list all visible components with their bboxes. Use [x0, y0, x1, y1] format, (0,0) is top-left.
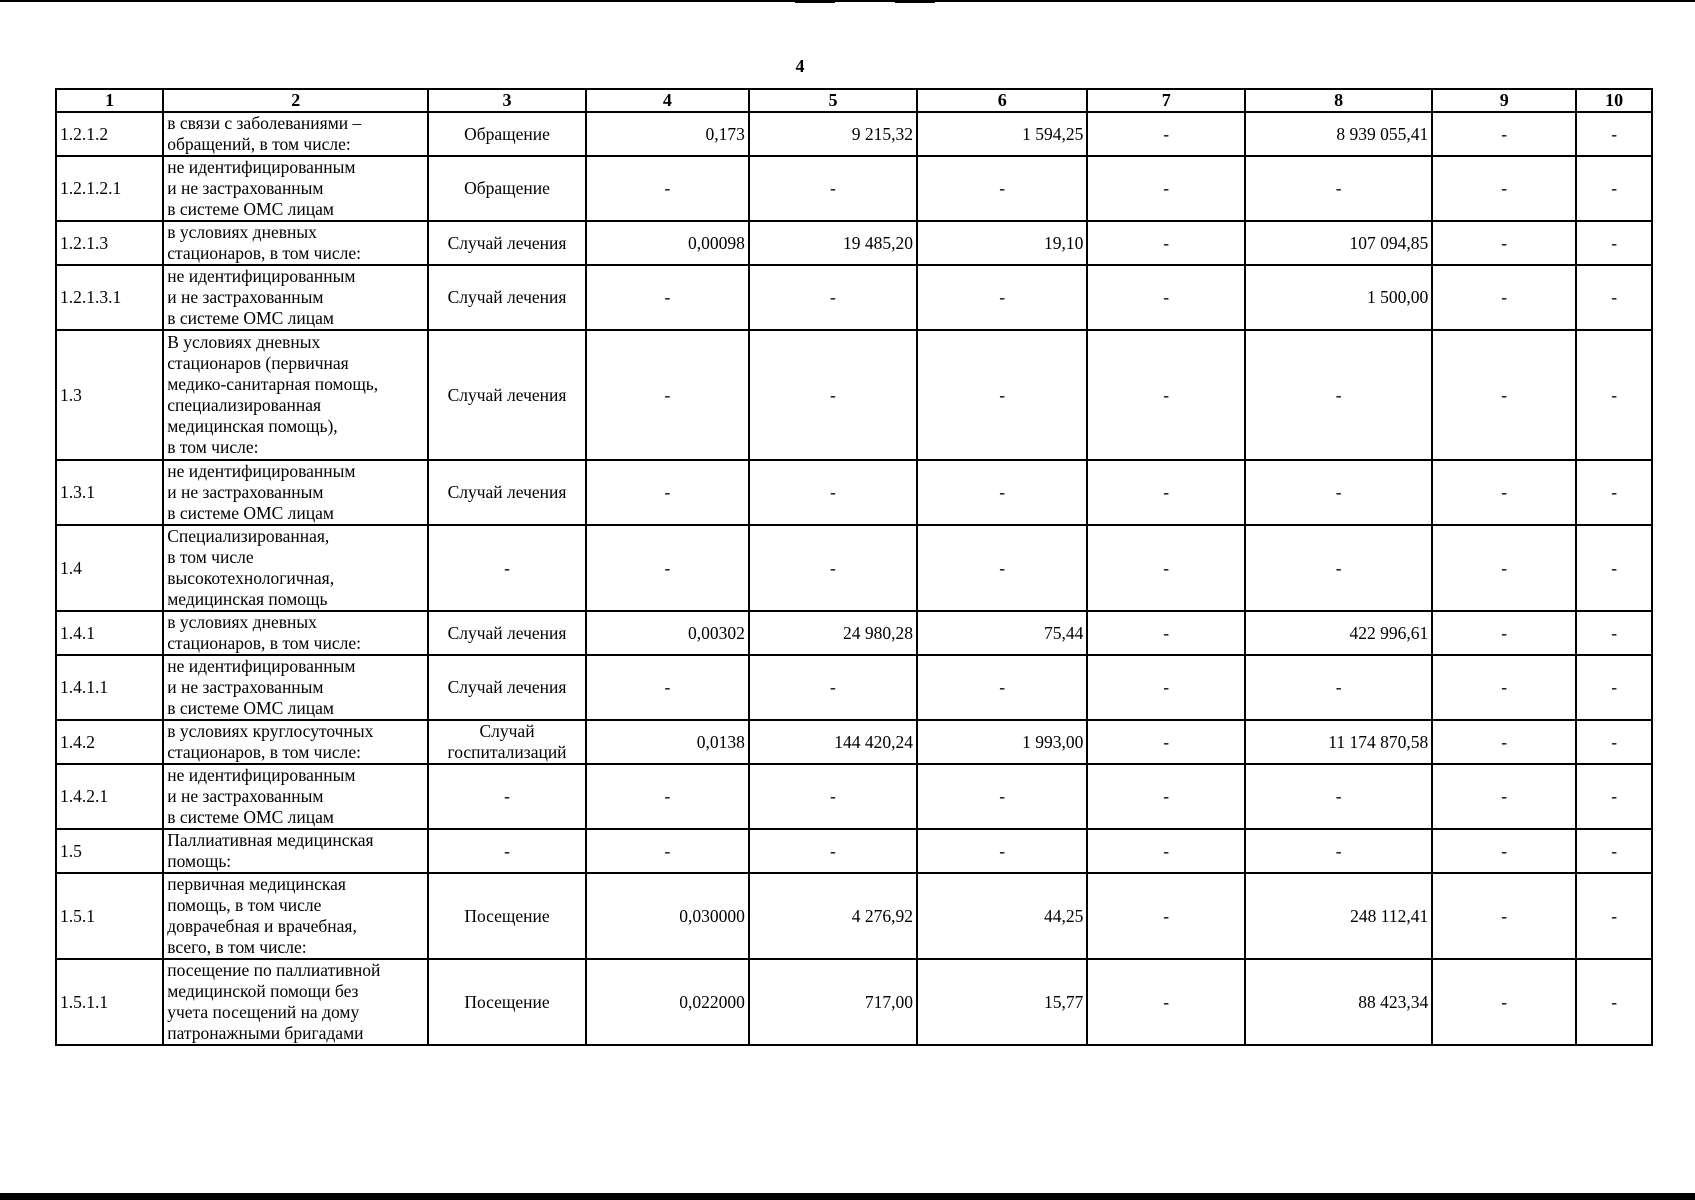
cell-unit: Обращение	[428, 156, 586, 221]
cell-col-6: 1 993,00	[917, 720, 1087, 764]
cell-unit: -	[428, 764, 586, 829]
cell-col-9: -	[1432, 764, 1576, 829]
cell-col-7: -	[1087, 112, 1245, 156]
cell-name: Специализированная, в том числе высокотехнологичная, медицинская помощь	[163, 525, 428, 611]
cell-name: не идентифицированным и не застрахованным в системе ОМС лицам	[163, 764, 428, 829]
cell-col-7: -	[1087, 959, 1245, 1045]
cell-col-10: -	[1576, 265, 1652, 330]
cell-col-4: 0,030000	[586, 873, 749, 959]
header-col-5: 5	[749, 89, 917, 112]
cell-col-8: -	[1245, 525, 1432, 611]
cell-col-4: -	[586, 764, 749, 829]
cell-unit: Случай лечения	[428, 460, 586, 525]
cell-col-5: -	[749, 829, 917, 873]
cell-col-9: -	[1432, 611, 1576, 655]
cell-col-6: 75,44	[917, 611, 1087, 655]
cell-col-4: -	[586, 829, 749, 873]
cell-col-7: -	[1087, 720, 1245, 764]
cell-code: 1.4.2	[56, 720, 163, 764]
cell-col-10: -	[1576, 330, 1652, 460]
cell-col-4: 0,00302	[586, 611, 749, 655]
tariff-table	[55, 88, 1653, 1046]
cell-col-10: -	[1576, 959, 1652, 1045]
cell-col-10: -	[1576, 873, 1652, 959]
header-col-6: 6	[917, 89, 1087, 112]
cell-name: Паллиативная медицинская помощь:	[163, 829, 428, 873]
cell-name: не идентифицированным и не застрахованным в системе ОМС лицам	[163, 265, 428, 330]
cell-code: 1.2.1.3.1	[56, 265, 163, 330]
header-col-9: 9	[1432, 89, 1576, 112]
cell-col-5: -	[749, 525, 917, 611]
header-col-4: 4	[586, 89, 749, 112]
cell-unit: Случай лечения	[428, 655, 586, 720]
cell-col-6: -	[917, 764, 1087, 829]
cell-col-7: -	[1087, 525, 1245, 611]
cell-col-10: -	[1576, 829, 1652, 873]
cell-col-4: -	[586, 156, 749, 221]
header-col-10: 10	[1576, 89, 1652, 112]
cell-col-5: 4 276,92	[749, 873, 917, 959]
table-row	[56, 221, 1652, 265]
cell-code: 1.4.1	[56, 611, 163, 655]
cell-unit: Посещение	[428, 959, 586, 1045]
cell-unit: Случай лечения	[428, 221, 586, 265]
cell-col-6: -	[917, 330, 1087, 460]
table-row	[56, 525, 1652, 611]
cell-col-7: -	[1087, 764, 1245, 829]
cell-col-8: 1 500,00	[1245, 265, 1432, 330]
cell-unit: -	[428, 525, 586, 611]
cell-col-9: -	[1432, 460, 1576, 525]
header-col-2: 2	[163, 89, 428, 112]
cell-col-10: -	[1576, 525, 1652, 611]
cell-col-8: -	[1245, 829, 1432, 873]
cell-col-6: -	[917, 156, 1087, 221]
cell-col-4: -	[586, 525, 749, 611]
cell-col-5: 717,00	[749, 959, 917, 1045]
cell-unit: Случай лечения	[428, 265, 586, 330]
cell-col-8: 422 996,61	[1245, 611, 1432, 655]
cell-col-6: 1 594,25	[917, 112, 1087, 156]
cell-col-7: -	[1087, 221, 1245, 265]
cell-col-6: -	[917, 460, 1087, 525]
cell-col-5: 19 485,20	[749, 221, 917, 265]
cell-col-8: 248 112,41	[1245, 873, 1432, 959]
cell-col-8: -	[1245, 764, 1432, 829]
table-row	[56, 265, 1652, 330]
cell-code: 1.3	[56, 330, 163, 460]
cell-col-5: -	[749, 265, 917, 330]
cell-col-9: -	[1432, 221, 1576, 265]
cell-col-9: -	[1432, 829, 1576, 873]
header-col-8: 8	[1245, 89, 1432, 112]
cell-name: посещение по паллиативной медицинской помощи без учета посещений на дому патронажными бригадами	[163, 959, 428, 1045]
cell-col-5: -	[749, 156, 917, 221]
cell-col-4: -	[586, 265, 749, 330]
cell-col-8: 8 939 055,41	[1245, 112, 1432, 156]
cell-unit: -	[428, 829, 586, 873]
cell-code: 1.4.1.1	[56, 655, 163, 720]
table-row	[56, 460, 1652, 525]
cell-col-9: -	[1432, 265, 1576, 330]
table-row	[56, 873, 1652, 959]
cell-col-4: 0,022000	[586, 959, 749, 1045]
cell-code: 1.5	[56, 829, 163, 873]
table-row	[56, 330, 1652, 460]
cell-col-8: -	[1245, 460, 1432, 525]
header-col-1: 1	[56, 89, 163, 112]
table-row	[56, 829, 1652, 873]
cell-col-5: 144 420,24	[749, 720, 917, 764]
cell-col-10: -	[1576, 764, 1652, 829]
cell-col-10: -	[1576, 156, 1652, 221]
cell-unit: Посещение	[428, 873, 586, 959]
cell-col-5: -	[749, 655, 917, 720]
cell-col-9: -	[1432, 330, 1576, 460]
cell-code: 1.2.1.2	[56, 112, 163, 156]
cell-col-7: -	[1087, 655, 1245, 720]
cell-col-6: -	[917, 829, 1087, 873]
table-row	[56, 156, 1652, 221]
cell-name: в связи с заболеваниями – обращений, в том числе:	[163, 112, 428, 156]
table-row	[56, 112, 1652, 156]
cell-col-7: -	[1087, 156, 1245, 221]
cell-col-6: -	[917, 655, 1087, 720]
cell-code: 1.5.1	[56, 873, 163, 959]
cell-name: не идентифицированным и не застрахованным в системе ОМС лицам	[163, 460, 428, 525]
cell-col-10: -	[1576, 112, 1652, 156]
cell-col-8: 11 174 870,58	[1245, 720, 1432, 764]
cell-col-4: -	[586, 655, 749, 720]
cell-col-5: -	[749, 330, 917, 460]
cell-col-4: 0,00098	[586, 221, 749, 265]
cell-unit: Обращение	[428, 112, 586, 156]
cell-col-7: -	[1087, 265, 1245, 330]
cell-col-8: -	[1245, 655, 1432, 720]
cell-col-9: -	[1432, 525, 1576, 611]
cell-col-4: -	[586, 460, 749, 525]
cell-code: 1.5.1.1	[56, 959, 163, 1045]
cell-col-9: -	[1432, 959, 1576, 1045]
cell-code: 1.3.1	[56, 460, 163, 525]
cell-col-10: -	[1576, 655, 1652, 720]
top-scan-marks	[795, 0, 935, 3]
cell-col-4: 0,0138	[586, 720, 749, 764]
cell-col-6: 19,10	[917, 221, 1087, 265]
cell-col-10: -	[1576, 611, 1652, 655]
cell-col-10: -	[1576, 720, 1652, 764]
cell-col-6: -	[917, 525, 1087, 611]
header-col-7: 7	[1087, 89, 1245, 112]
cell-col-4: -	[586, 330, 749, 460]
cell-col-9: -	[1432, 112, 1576, 156]
table-row	[56, 720, 1652, 764]
cell-code: 1.2.1.3	[56, 221, 163, 265]
cell-unit: Случай лечения	[428, 611, 586, 655]
cell-code: 1.4	[56, 525, 163, 611]
cell-col-6: 15,77	[917, 959, 1087, 1045]
table-header-row	[56, 89, 1652, 112]
cell-unit: Случай лечения	[428, 330, 586, 460]
cell-col-5: -	[749, 460, 917, 525]
cell-code: 1.2.1.2.1	[56, 156, 163, 221]
cell-name: не идентифицированным и не застрахованным в системе ОМС лицам	[163, 156, 428, 221]
cell-col-5: 9 215,32	[749, 112, 917, 156]
cell-col-9: -	[1432, 720, 1576, 764]
cell-col-10: -	[1576, 221, 1652, 265]
cell-col-7: -	[1087, 460, 1245, 525]
table-row	[56, 611, 1652, 655]
cell-col-8: 107 094,85	[1245, 221, 1432, 265]
table-row	[56, 764, 1652, 829]
cell-col-7: -	[1087, 611, 1245, 655]
cell-col-9: -	[1432, 655, 1576, 720]
cell-unit: Случай госпитализаций	[428, 720, 586, 764]
header-col-3: 3	[428, 89, 586, 112]
cell-col-6: 44,25	[917, 873, 1087, 959]
cell-name: в условиях круглосуточных стационаров, в том числе:	[163, 720, 428, 764]
cell-col-4: 0,173	[586, 112, 749, 156]
cell-col-6: -	[917, 265, 1087, 330]
cell-col-8: -	[1245, 156, 1432, 221]
cell-col-10: -	[1576, 460, 1652, 525]
table-row	[56, 655, 1652, 720]
cell-name: не идентифицированным и не застрахованным в системе ОМС лицам	[163, 655, 428, 720]
cell-col-7: -	[1087, 330, 1245, 460]
cell-col-7: -	[1087, 829, 1245, 873]
cell-name: в условиях дневных стационаров, в том числе:	[163, 611, 428, 655]
cell-col-5: 24 980,28	[749, 611, 917, 655]
cell-col-9: -	[1432, 156, 1576, 221]
cell-name: В условиях дневных стационаров (первичная медико-санитарная помощь, специализированная медицинская помощь), в том числе:	[163, 330, 428, 460]
cell-col-5: -	[749, 764, 917, 829]
cell-name: в условиях дневных стационаров, в том числе:	[163, 221, 428, 265]
cell-col-7: -	[1087, 873, 1245, 959]
bottom-border-rule	[0, 1193, 1695, 1200]
cell-name: первичная медицинская помощь, в том числе доврачебная и врачебная, всего, в том числе:	[163, 873, 428, 959]
cell-col-8: -	[1245, 330, 1432, 460]
table-row	[56, 959, 1652, 1045]
cell-code: 1.4.2.1	[56, 764, 163, 829]
cell-col-8: 88 423,34	[1245, 959, 1432, 1045]
page-number: 4	[795, 56, 805, 76]
cell-col-9: -	[1432, 873, 1576, 959]
